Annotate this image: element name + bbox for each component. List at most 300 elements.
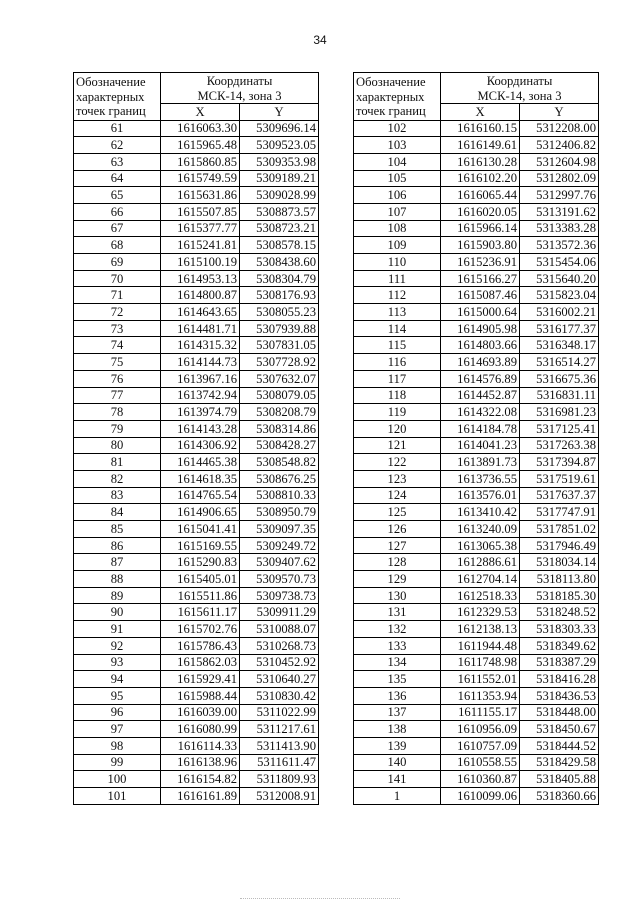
table-row [354,354,599,371]
y-coordinate-cell: 5308438.60 [240,254,319,271]
y-coordinate-cell: 5308810.33 [240,487,319,504]
x-coordinate-cell: 1615377.77 [161,220,240,237]
x-coordinate-cell: 1611748.98 [441,654,520,671]
point-number-cell: 67 [74,220,161,237]
point-number-cell: 117 [354,370,441,387]
point-number-cell: 139 [354,737,441,754]
y-coordinate-cell: 5309028.99 [240,187,319,204]
y-coordinate-cell: 5311022.99 [240,704,319,721]
point-number-cell: 112 [354,287,441,304]
point-number-cell: 115 [354,337,441,354]
point-number-cell: 103 [354,137,441,154]
point-number-cell: 81 [74,454,161,471]
point-number-cell: 98 [74,737,161,754]
table-row [74,554,319,571]
table-row [354,153,599,170]
table-row [74,587,319,604]
y-coordinate-cell: 5315640.20 [520,270,599,287]
point-number-cell: 130 [354,587,441,604]
point-number-cell: 78 [74,404,161,421]
x-coordinate-cell: 1610099.06 [441,788,520,805]
x-coordinate-cell: 1615405.01 [161,571,240,588]
x-coordinate-cell: 1614906.65 [161,504,240,521]
table-row [354,721,599,738]
point-number-cell: 86 [74,537,161,554]
point-number-cell: 92 [74,637,161,654]
y-coordinate-cell: 5308578.15 [240,237,319,254]
table-row [354,170,599,187]
point-number-cell: 102 [354,120,441,137]
table-row [354,387,599,404]
x-coordinate-cell: 1610558.55 [441,754,520,771]
point-number-cell: 119 [354,404,441,421]
table-row [354,554,599,571]
x-coordinate-cell: 1615749.59 [161,170,240,187]
table-row [354,771,599,788]
table-row [74,487,319,504]
point-number-cell: 74 [74,337,161,354]
x-coordinate-cell: 1613410.42 [441,504,520,521]
table-row [354,237,599,254]
table-row [74,220,319,237]
scan-edge-mark [240,898,400,899]
x-coordinate-cell: 1613974.79 [161,404,240,421]
designation-header-line-1: Обозначение [356,75,426,89]
y-coordinate-cell: 5307632.07 [240,370,319,387]
point-number-cell: 111 [354,270,441,287]
table-row [74,237,319,254]
table-row [354,254,599,271]
x-coordinate-cell: 1614144.73 [161,354,240,371]
y-coordinate-cell: 5318248.52 [520,604,599,621]
x-coordinate-cell: 1616138.96 [161,754,240,771]
coordinates-header-line-2: МСК-14, зона 3 [477,88,562,103]
designation-header [74,73,161,121]
y-coordinate-cell: 5310088.07 [240,621,319,638]
point-number-cell: 62 [74,137,161,154]
y-coordinate-cell: 5318387.29 [520,654,599,671]
y-coordinate-cell: 5311611.47 [240,754,319,771]
y-coordinate-cell: 5312406.82 [520,137,599,154]
point-number-cell: 134 [354,654,441,671]
x-coordinate-cell: 1615903.80 [441,237,520,254]
y-coordinate-cell: 5313572.36 [520,237,599,254]
x-coordinate-cell: 1614905.98 [441,320,520,337]
table-row [354,187,599,204]
x-coordinate-cell: 1616039.00 [161,704,240,721]
table-row [354,404,599,421]
y-coordinate-cell: 5318448.00 [520,704,599,721]
x-coordinate-cell: 1614315.32 [161,337,240,354]
point-number-cell: 108 [354,220,441,237]
y-coordinate-cell: 5308176.93 [240,287,319,304]
x-coordinate-cell: 1615702.76 [161,621,240,638]
x-coordinate-cell: 1615166.27 [441,270,520,287]
y-coordinate-cell: 5309249.72 [240,537,319,554]
table-row [354,671,599,688]
table-row [354,270,599,287]
table-row [354,704,599,721]
table-row [354,737,599,754]
table-row [74,771,319,788]
x-coordinate-cell: 1612704.14 [441,571,520,588]
y-coordinate-cell: 5308079.05 [240,387,319,404]
table-row [74,404,319,421]
designation-header [354,73,441,121]
point-number-cell: 101 [74,788,161,805]
table-row [74,420,319,437]
table-row [354,587,599,604]
point-number-cell: 125 [354,504,441,521]
coordinates-header [161,73,319,104]
x-coordinate-cell: 1614643.65 [161,304,240,321]
x-coordinate-cell: 1614322.08 [441,404,520,421]
table-left-body [74,73,319,805]
y-coordinate-cell: 5316831.11 [520,387,599,404]
point-number-cell: 91 [74,621,161,638]
table-row [74,721,319,738]
point-number-cell: 93 [74,654,161,671]
table-row [74,604,319,621]
x-coordinate-cell: 1613742.94 [161,387,240,404]
point-number-cell: 123 [354,470,441,487]
x-coordinate-cell: 1614693.89 [441,354,520,371]
y-coordinate-cell: 5313191.62 [520,203,599,220]
table-row [74,320,319,337]
y-coordinate-cell: 5312997.76 [520,187,599,204]
y-coordinate-cell: 5318405.88 [520,771,599,788]
y-coordinate-cell: 5317125.41 [520,420,599,437]
point-number-cell: 109 [354,237,441,254]
table-row [354,487,599,504]
point-number-cell: 133 [354,637,441,654]
y-coordinate-cell: 5316348.17 [520,337,599,354]
x-coordinate-cell: 1615087.46 [441,287,520,304]
x-coordinate-cell: 1613240.09 [441,521,520,538]
table-row [74,687,319,704]
x-coordinate-cell: 1612329.53 [441,604,520,621]
point-number-cell: 89 [74,587,161,604]
table-row [354,571,599,588]
x-coordinate-cell: 1616063.30 [161,120,240,137]
table-header-row [354,73,599,104]
x-coordinate-cell: 1612138.13 [441,621,520,638]
table-row [354,621,599,638]
x-coordinate-cell: 1615988.44 [161,687,240,704]
y-coordinate-cell: 5316514.27 [520,354,599,371]
x-coordinate-cell: 1615786.43 [161,637,240,654]
y-column-header: Y [240,104,319,121]
x-coordinate-cell: 1611155.17 [441,704,520,721]
point-number-cell: 76 [74,370,161,387]
point-number-cell: 75 [74,354,161,371]
y-column-header: Y [520,104,599,121]
y-coordinate-cell: 5310640.27 [240,671,319,688]
point-number-cell: 120 [354,420,441,437]
x-coordinate-cell: 1614041.23 [441,437,520,454]
y-coordinate-cell: 5317851.02 [520,521,599,538]
y-coordinate-cell: 5317394.87 [520,454,599,471]
x-coordinate-cell: 1615241.81 [161,237,240,254]
y-coordinate-cell: 5309570.73 [240,571,319,588]
y-coordinate-cell: 5316177.37 [520,320,599,337]
x-coordinate-cell: 1616160.15 [441,120,520,137]
table-row [354,337,599,354]
y-coordinate-cell: 5309738.73 [240,587,319,604]
table-row [354,788,599,805]
x-coordinate-cell: 1615236.91 [441,254,520,271]
table-row [74,137,319,154]
x-coordinate-cell: 1616080.99 [161,721,240,738]
table-row [74,254,319,271]
x-coordinate-cell: 1615290.83 [161,554,240,571]
x-coordinate-cell: 1614184.78 [441,420,520,437]
table-row [354,137,599,154]
x-coordinate-cell: 1614481.71 [161,320,240,337]
x-coordinate-cell: 1616154.82 [161,771,240,788]
y-coordinate-cell: 5308208.79 [240,404,319,421]
x-coordinate-cell: 1616130.28 [441,153,520,170]
y-coordinate-cell: 5308304.79 [240,270,319,287]
y-coordinate-cell: 5316002.21 [520,304,599,321]
point-number-cell: 138 [354,721,441,738]
point-number-cell: 137 [354,704,441,721]
point-number-cell: 97 [74,721,161,738]
point-number-cell: 73 [74,320,161,337]
x-coordinate-cell: 1615965.48 [161,137,240,154]
table-row [354,470,599,487]
y-coordinate-cell: 5318450.67 [520,721,599,738]
point-number-cell: 82 [74,470,161,487]
y-coordinate-cell: 5312604.98 [520,153,599,170]
y-coordinate-cell: 5312802.09 [520,170,599,187]
table-right-body [354,73,599,805]
point-number-cell: 122 [354,454,441,471]
point-number-cell: 128 [354,554,441,571]
x-coordinate-cell: 1611944.48 [441,637,520,654]
point-number-cell: 124 [354,487,441,504]
table-row [74,153,319,170]
y-coordinate-cell: 5312008.91 [240,788,319,805]
point-number-cell: 95 [74,687,161,704]
point-number-cell: 96 [74,704,161,721]
point-number-cell: 68 [74,237,161,254]
y-coordinate-cell: 5318303.33 [520,621,599,638]
point-number-cell: 132 [354,621,441,638]
table-row [354,220,599,237]
x-coordinate-cell: 1614765.54 [161,487,240,504]
x-coordinate-cell: 1615507.85 [161,203,240,220]
table-row [74,287,319,304]
x-coordinate-cell: 1614800.87 [161,287,240,304]
point-number-cell: 69 [74,254,161,271]
x-coordinate-cell: 1610360.87 [441,771,520,788]
point-number-cell: 135 [354,671,441,688]
y-coordinate-cell: 5309911.29 [240,604,319,621]
point-number-cell: 72 [74,304,161,321]
x-coordinate-cell: 1615611.17 [161,604,240,621]
point-number-cell: 84 [74,504,161,521]
table-row [354,537,599,554]
x-coordinate-cell: 1611353.94 [441,687,520,704]
y-coordinate-cell: 5318349.62 [520,637,599,654]
y-coordinate-cell: 5318185.30 [520,587,599,604]
table-row [74,654,319,671]
y-coordinate-cell: 5309523.05 [240,137,319,154]
designation-header-line-2: характерных [356,89,425,104]
point-number-cell: 118 [354,387,441,404]
table-row [74,437,319,454]
table-row [74,704,319,721]
y-coordinate-cell: 5317637.37 [520,487,599,504]
table-row [354,203,599,220]
x-coordinate-cell: 1615860.85 [161,153,240,170]
y-coordinate-cell: 5317747.91 [520,504,599,521]
designation-header-line-2: характерных [76,89,145,104]
designation-header-line-1: Обозначение [76,75,146,89]
y-coordinate-cell: 5309097.35 [240,521,319,538]
point-number-cell: 104 [354,153,441,170]
y-coordinate-cell: 5318034.14 [520,554,599,571]
point-number-cell: 136 [354,687,441,704]
x-coordinate-cell: 1610757.09 [441,737,520,754]
x-coordinate-cell: 1613576.01 [441,487,520,504]
point-number-cell: 90 [74,604,161,621]
x-coordinate-cell: 1614452.87 [441,387,520,404]
coordinates-table-right [353,72,599,805]
x-coordinate-cell: 1613736.55 [441,470,520,487]
point-number-cell: 85 [74,521,161,538]
table-row [74,187,319,204]
x-coordinate-cell: 1614618.35 [161,470,240,487]
x-coordinate-cell: 1613967.16 [161,370,240,387]
x-column-header: X [441,104,520,121]
y-coordinate-cell: 5312208.00 [520,120,599,137]
x-coordinate-cell: 1615100.19 [161,254,240,271]
point-number-cell: 100 [74,771,161,788]
y-coordinate-cell: 5311809.93 [240,771,319,788]
x-coordinate-cell: 1616102.20 [441,170,520,187]
x-coordinate-cell: 1616161.89 [161,788,240,805]
y-coordinate-cell: 5318416.28 [520,671,599,688]
table-row [354,320,599,337]
y-coordinate-cell: 5318444.52 [520,737,599,754]
point-number-cell: 127 [354,537,441,554]
point-number-cell: 116 [354,354,441,371]
y-coordinate-cell: 5309189.21 [240,170,319,187]
y-coordinate-cell: 5308314.86 [240,420,319,437]
y-coordinate-cell: 5308873.57 [240,203,319,220]
y-coordinate-cell: 5315823.04 [520,287,599,304]
table-row [354,654,599,671]
x-coordinate-cell: 1615862.03 [161,654,240,671]
point-number-cell: 141 [354,771,441,788]
table-row [74,370,319,387]
x-coordinate-cell: 1614143.28 [161,420,240,437]
y-coordinate-cell: 5307728.92 [240,354,319,371]
y-coordinate-cell: 5318360.66 [520,788,599,805]
table-row [74,571,319,588]
point-number-cell: 80 [74,437,161,454]
x-coordinate-cell: 1616020.05 [441,203,520,220]
point-number-cell: 105 [354,170,441,187]
table-row [74,304,319,321]
table-row [74,621,319,638]
x-coordinate-cell: 1616114.33 [161,737,240,754]
point-number-cell: 140 [354,754,441,771]
point-number-cell: 99 [74,754,161,771]
y-coordinate-cell: 5308428.27 [240,437,319,454]
point-number-cell: 77 [74,387,161,404]
table-row [74,387,319,404]
y-coordinate-cell: 5318429.58 [520,754,599,771]
x-column-header: X [161,104,240,121]
y-coordinate-cell: 5318436.53 [520,687,599,704]
y-coordinate-cell: 5310830.42 [240,687,319,704]
point-number-cell: 107 [354,203,441,220]
x-coordinate-cell: 1615000.64 [441,304,520,321]
x-coordinate-cell: 1612886.61 [441,554,520,571]
x-coordinate-cell: 1614803.66 [441,337,520,354]
coordinates-header-line-1: Координаты [206,74,273,88]
designation-header-line-3: точек границ [356,104,426,118]
x-coordinate-cell: 1613065.38 [441,537,520,554]
table-row [74,454,319,471]
x-coordinate-cell: 1615169.55 [161,537,240,554]
table-row [354,287,599,304]
y-coordinate-cell: 5310268.73 [240,637,319,654]
x-coordinate-cell: 1616149.61 [441,137,520,154]
table-row [354,420,599,437]
point-number-cell: 88 [74,571,161,588]
y-coordinate-cell: 5317946.49 [520,537,599,554]
y-coordinate-cell: 5309407.62 [240,554,319,571]
table-row [354,521,599,538]
table-row [74,354,319,371]
y-coordinate-cell: 5307831.05 [240,337,319,354]
table-header-row [74,73,319,104]
x-coordinate-cell: 1613891.73 [441,454,520,471]
table-row [74,537,319,554]
y-coordinate-cell: 5308950.79 [240,504,319,521]
y-coordinate-cell: 5318113.80 [520,571,599,588]
table-row [74,504,319,521]
x-coordinate-cell: 1615631.86 [161,187,240,204]
x-coordinate-cell: 1614953.13 [161,270,240,287]
point-number-cell: 64 [74,170,161,187]
coordinates-table-left [73,72,319,805]
point-number-cell: 1 [354,788,441,805]
point-number-cell: 113 [354,304,441,321]
point-number-cell: 129 [354,571,441,588]
point-number-cell: 106 [354,187,441,204]
y-coordinate-cell: 5308676.25 [240,470,319,487]
table-row [74,203,319,220]
y-coordinate-cell: 5316981.23 [520,404,599,421]
table-row [354,754,599,771]
y-coordinate-cell: 5309696.14 [240,120,319,137]
table-row [74,788,319,805]
y-coordinate-cell: 5317519.61 [520,470,599,487]
point-number-cell: 83 [74,487,161,504]
x-coordinate-cell: 1614465.38 [161,454,240,471]
table-row [74,521,319,538]
point-number-cell: 94 [74,671,161,688]
table-row [74,737,319,754]
table-row [354,687,599,704]
y-coordinate-cell: 5317263.38 [520,437,599,454]
coordinates-header [441,73,599,104]
